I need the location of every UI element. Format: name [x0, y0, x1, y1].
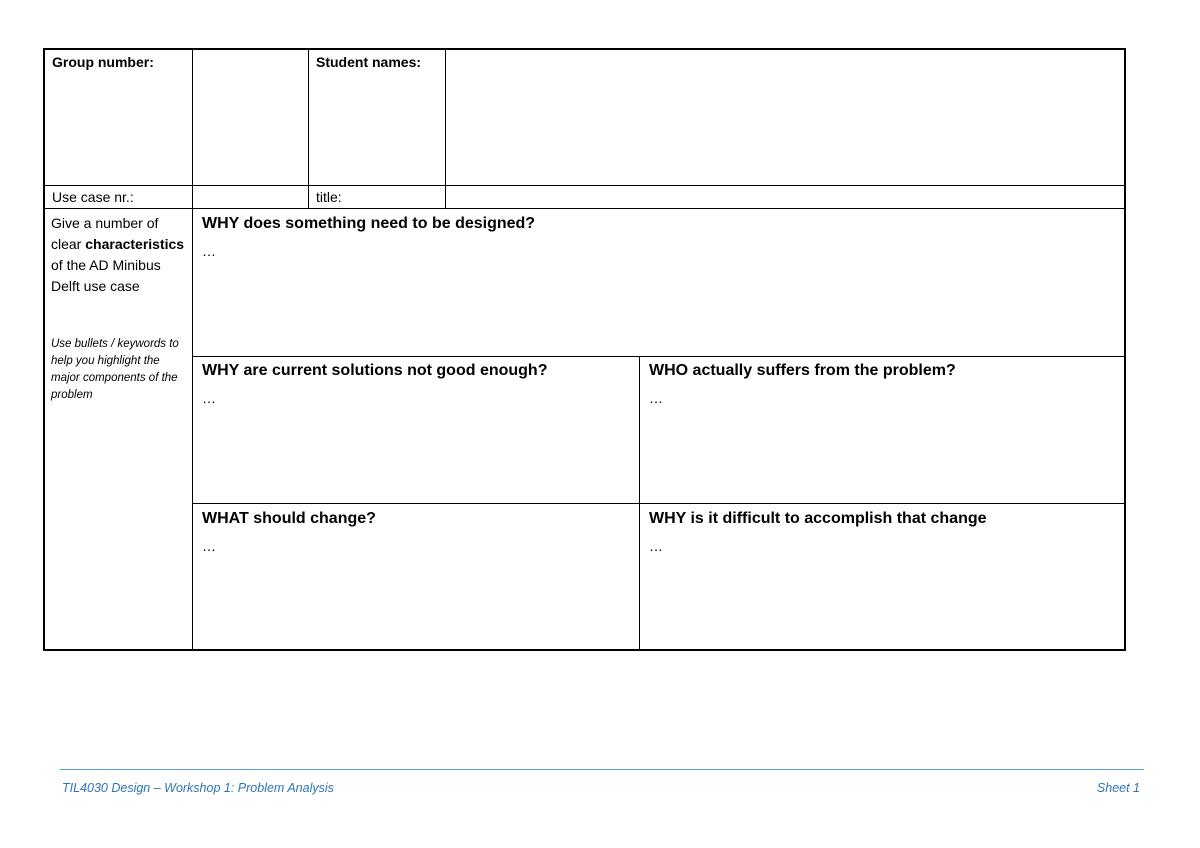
why-current-answer[interactable] [202, 389, 622, 489]
sidebar-hint: Use bullets / keywords to help you highlight the major components of the problem [51, 338, 179, 401]
divider [192, 503, 1125, 504]
footer-course-title: TIL4030 Design – Workshop 1: Problem Analysis [62, 781, 334, 795]
sidebar-instruction-suffix: of the AD Minibus Delft use case [51, 257, 161, 294]
divider [44, 208, 1125, 209]
why-difficult-answer[interactable] [649, 537, 1109, 637]
group-number-label: Group number: [52, 54, 154, 70]
what-change-question: WHAT should change? [202, 510, 376, 527]
sidebar-instruction [51, 213, 186, 297]
student-names-label: Student names: [316, 54, 422, 70]
what-change-answer[interactable] [202, 537, 622, 637]
sidebar-instruction-bold: characteristics [85, 236, 185, 252]
why-difficult-question: WHY is it difficult to accomplish that change [649, 510, 987, 527]
use-case-number-input[interactable] [194, 187, 307, 207]
who-suffers-question: WHO actually suffers from the problem? [649, 362, 956, 379]
why-design-question: WHY does something need to be designed? [202, 215, 536, 232]
why-design-answer[interactable] [202, 242, 1102, 342]
sidebar-instruction-prefix: Give a number of clear [51, 215, 159, 252]
why-current-question: WHY are current solutions not good enough? [202, 362, 548, 379]
divider [44, 185, 1125, 186]
title-input[interactable] [447, 187, 1124, 207]
who-suffers-answer[interactable] [649, 389, 1109, 489]
group-number-input[interactable] [194, 51, 307, 184]
title-label: title: [316, 189, 342, 205]
student-names-input[interactable] [447, 51, 1124, 184]
footer-sheet-number: Sheet 1 [1096, 781, 1140, 795]
divider [192, 49, 193, 650]
use-case-number-label: Use case nr.: [52, 189, 134, 205]
divider [192, 356, 1125, 357]
footer-rule [60, 769, 1144, 770]
